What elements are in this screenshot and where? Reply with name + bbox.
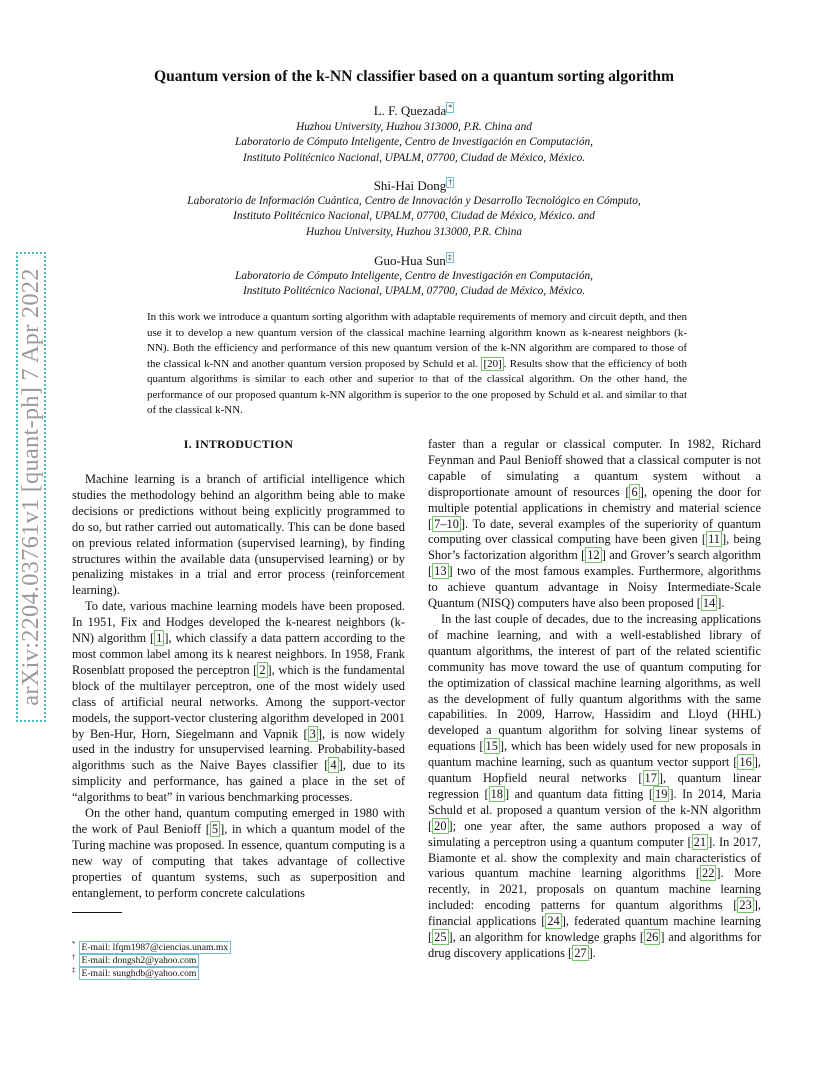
author-affiliation-2: Laboratorio de Información Cuántica, Centro de Innovación y Desarrollo Tecnológico en Cómputo, Instituto Politécnico Nacional, UPALM, 07700, Ciudad de México, México. and Huzhou University, Huzhou 313000, P.R. China xyxy=(187,195,641,238)
email-link[interactable]: E-mail: dongsh2@yahoo.com xyxy=(79,954,200,967)
section-heading: I. INTRODUCTION xyxy=(183,437,294,451)
citation-link[interactable]: 6 xyxy=(631,484,638,499)
citation-link[interactable]: 26 xyxy=(645,930,659,945)
paragraph-text: ], financial applications [ xyxy=(428,898,761,929)
paragraph xyxy=(72,599,405,806)
citation-link[interactable]: 19 xyxy=(655,786,668,801)
citation-link[interactable]: 12 xyxy=(587,548,600,563)
paragraph-text: ] and quantum data fitting [ xyxy=(504,786,654,801)
citation-link[interactable]: 11 xyxy=(708,532,720,547)
citation-link[interactable]: 17 xyxy=(644,771,657,786)
citation-link[interactable]: 22 xyxy=(702,866,715,881)
author-name-1: L. F. Quezada * xyxy=(373,102,453,118)
paragraph-text: ], which classify a data pattern according to the most common label among its k nearest neighbors. In 1958, Frank Rosenblatt proposed the perceptron [ xyxy=(72,631,405,677)
citation-link[interactable]: 4 xyxy=(330,758,337,773)
paragraph-text: ] and algorithms for drug discovery applications [ xyxy=(428,930,762,960)
citation-link[interactable]: [20] xyxy=(483,357,502,370)
paragraph-text: ], opening the door for multiple potential applications in chemistry and material science [ xyxy=(428,484,761,531)
paragraph xyxy=(72,806,405,901)
author-name-2: Shi-Hai Dong † xyxy=(373,177,453,193)
citation-link[interactable]: 3 xyxy=(309,726,316,741)
citation-link[interactable]: 2 xyxy=(259,662,266,677)
citation-link[interactable]: 13 xyxy=(434,564,447,579)
paragraph-text: ], is now widely used in the industry for unsupervised learning. Probability-based algorithms such as the Naive Bayes classifier [ xyxy=(72,726,406,773)
author-affiliation-1: Huzhou University, Huzhou 313000, P.R. China and Laboratorio de Cómputo Inteligente, Centro de Investigación en Computación, Instituto Politécnico Nacional, UPALM, 07700, Ciudad de México, México. xyxy=(235,121,593,164)
citation-link[interactable]: 7–10 xyxy=(434,516,459,531)
footnote-rule xyxy=(72,912,122,913)
paragraph-text: ]; one year after, the same authors proposed a way of simulating a perceptron using a quantum computer [ xyxy=(428,818,761,849)
paragraph-text: faster than a regular or classical computer. In 1982, Richard Feynman and Paul Benioff showed that a classical computer is not capable of simulating a quantum system without a disproportionate amount of resources [ xyxy=(428,437,761,499)
paragraph-text: In the last couple of decades, due to the increasing applications of machine learning, and with a well-established library of quantum algorithms, the interest of part of the related scientific community has move toward the use of quantum computing for the optimization of classical machine learning algorithms, as well as the development of fully quantum algorithms with the same capabilities. In 2009, Harrow, Hassidim and Lloyd (HHL) developed a quantum algorithm for solving linear systems of equations [ xyxy=(428,611,761,754)
citation-link[interactable]: 23 xyxy=(739,898,752,913)
citation-link[interactable]: 16 xyxy=(739,755,752,770)
paragraph-text: ], quantum Hopfield neural networks [ xyxy=(428,755,761,786)
paragraph-text: To date, various machine learning models have been proposed. In 1951, Fix and Hodges developed the k-nearest neighbors (k-NN) algorithm [ xyxy=(72,599,405,646)
email-link[interactable]: E-mail: lfqm1987@ciencias.unam.mx xyxy=(79,941,232,954)
citation-link[interactable]: 27 xyxy=(574,946,587,960)
abstract: In this work we introduce a quantum sorting algorithm with adaptable requirements of memory and circuit depth, and then use it to develop a new quantum version of the classical machine learning algorithm known as k-nearest neighbors (k-NN). Both the efficiency and performance of this new quantum version of the k-NN algorithm are compared to those of the classical k-NN and another quantum version proposed by Schuld et al. [20] . Results show that the efficiency of both quantum algorithms is similar to each other and superior to that of the classical algorithm. On the other hand, the performance of our proposed quantum k-NN algorithm is superior to the one proposed by Schuld et al. and similar to that of the classical k-NN. xyxy=(147,311,687,416)
author-name-3: Guo-Hua Sun ‡ xyxy=(374,252,452,268)
citation-link[interactable]: 1 xyxy=(156,631,163,646)
footnote-link-2[interactable]: † xyxy=(448,177,453,187)
footnote-link-1[interactable]: * xyxy=(448,102,453,112)
citation-link[interactable]: 14 xyxy=(702,596,716,611)
paragraph-text: ], in which a quantum model of the Turing machine was proposed. In essence, quantum computing is a new way of computing that takes advantage of collective properties of quantum systems, such as superposition and entanglement, to perform concrete calculations xyxy=(72,821,405,900)
citation-link[interactable]: 25 xyxy=(434,930,447,945)
paragraph-text: Machine learning is a branch of artificial intelligence which studies the methodology behind an algorithm being able to make decisions or predictions without being explicitly programmed to do so, but rather carried out automatically. This can be done based on previous related information (supervised learning), by finding structures within the available data (unsupervised learning) or by penalizing mistakes in a trial and error process (reinforcement learning). xyxy=(72,472,405,598)
paragraph-text: ], federated quantum machine learning [ xyxy=(428,914,761,945)
citation-link[interactable]: 18 xyxy=(490,786,503,801)
citation-link[interactable]: 5 xyxy=(211,821,219,836)
footnote-2: † E-mail: dongsh2@yahoo.com xyxy=(72,951,199,967)
paragraph-text: ]. More recently, in 2021, proposals on quantum machine learning included: encoding patterns for quantum algorithms [ xyxy=(428,866,761,913)
citation-link[interactable]: 21 xyxy=(693,834,707,849)
arxiv-identifier: arXiv:2204.03761v1 [quant-ph] 7 Apr 2022 xyxy=(17,268,44,706)
left-column xyxy=(72,472,405,901)
paragraph-text: ], due to its simplicity and performance, has gained a place in the set of “algorithms to beat” in various benchmarking processes. xyxy=(72,758,405,805)
email-link[interactable]: E-mail: sunghdb@yahoo.com xyxy=(79,967,200,980)
right-column xyxy=(428,437,761,962)
paragraph-text: ] two of the most famous examples. Furthermore, algorithms to achieve quantum advantage in Noisy Intermediate-Scale Quantum (NISQ) computers have also been proposed [ xyxy=(428,564,761,611)
citation-link[interactable]: 24 xyxy=(547,914,560,929)
paragraph-text: ] and Grover’s search algorithm [ xyxy=(428,548,761,579)
paragraph-text: ], quantum linear regression [ xyxy=(428,771,761,801)
paragraph-text: On the other hand, quantum computing emerged in 1980 with the work of Paul Benioff [ xyxy=(72,806,405,836)
paragraph-text: ], being Shor’s factorization algorithm [ xyxy=(428,532,761,563)
arxiv-identifier-stamp[interactable] xyxy=(16,252,46,722)
footnote-link-3[interactable]: ‡ xyxy=(447,252,452,262)
paragraph xyxy=(428,437,761,612)
paragraph-text: ], which has been widely used for new proposals in quantum machine learning, such as quantum vector support [ xyxy=(428,739,761,770)
author-affiliation-3: Laboratorio de Cómputo Inteligente, Centro de Investigación en Computación, Instituto Politécnico Nacional, UPALM, 07700, Ciudad de México, México. xyxy=(235,270,593,298)
paragraph-text: ]. In 2014, Maria Schuld et al. proposed a quantum version of the k-NN algorithm [ xyxy=(428,786,761,833)
paragraph-text: ], an algorithm for knowledge graphs [ xyxy=(448,930,644,945)
paragraph-text: ]. xyxy=(588,946,596,960)
paper-title: Quantum version of the k-NN classifier based on a quantum sorting algorithm xyxy=(154,68,674,85)
citation-link[interactable]: 20 xyxy=(434,818,447,833)
paragraph xyxy=(428,612,761,962)
paragraph-text: ]. In 2017, Biamonte et al. show the complexity and main characteristics of various quantum machine learning algorithms [ xyxy=(428,834,761,881)
paragraph-text: ]. xyxy=(717,596,725,611)
paragraph-text: ], which is the fundamental block of the multilayer perceptron, one of the most widely used class of artificial neural networks. Among the support-vector models, the support-vector clustering algorithm developed in 2001 by Ben-Hur, Horn, Siegelmann and Vapnik [ xyxy=(72,662,405,741)
paragraph xyxy=(72,472,405,599)
footnote-3: ‡ E-mail: sunghdb@yahoo.com xyxy=(72,964,199,980)
footnote-1: * E-mail: lfqm1987@ciencias.unam.mx xyxy=(72,938,231,954)
paragraph-text: ]. To date, several examples of the superiority of quantum computing over classical computing have been given [ xyxy=(428,516,761,547)
citation-link[interactable]: 15 xyxy=(485,739,498,754)
